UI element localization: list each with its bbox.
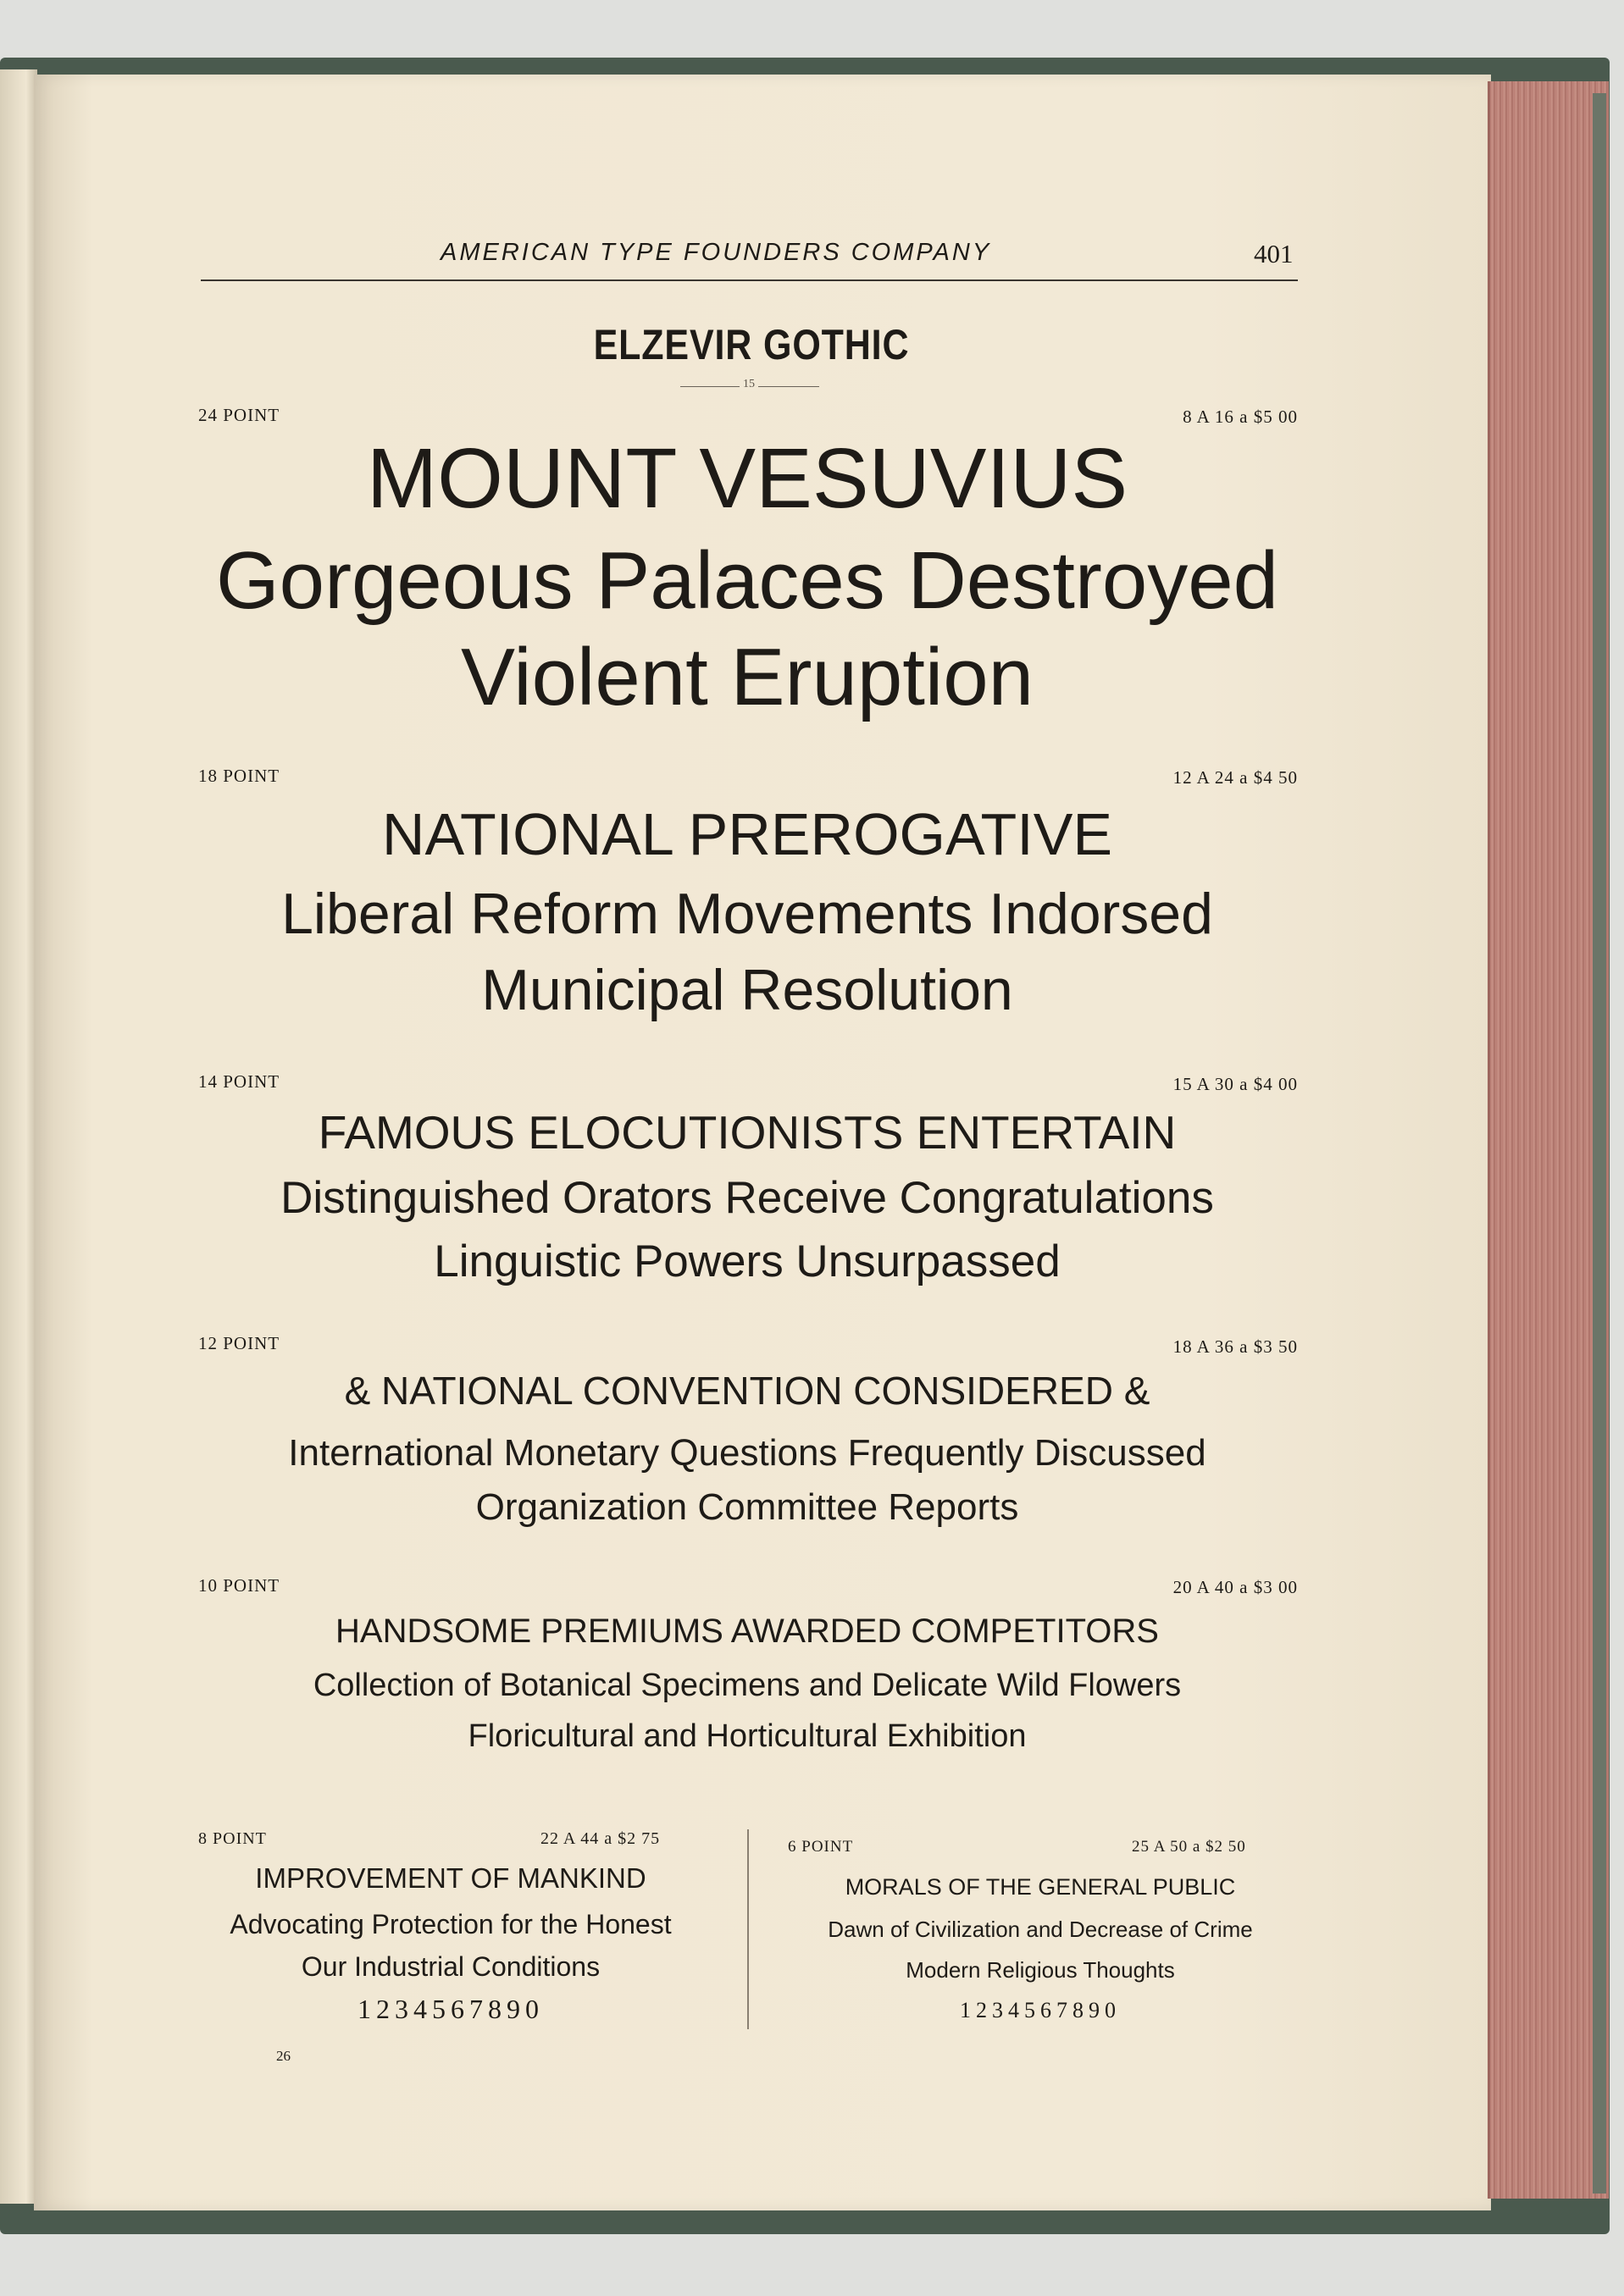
specimen-18-line-2: Liberal Reform Movements Indorsed	[281, 882, 1213, 946]
price-label-10: 20 A 40 a $3 00	[1172, 1577, 1298, 1597]
price-label-6: 25 A 50 a $2 50	[1132, 1838, 1246, 1856]
size-label-8: 8 POINT	[198, 1829, 267, 1848]
specimen-10-line-2: Collection of Botanical Specimens and Delicate Wild Flowers	[313, 1668, 1182, 1703]
specimen-18-line-3: Municipal Resolution	[481, 958, 1013, 1022]
specimen-14-line-2: Distinguished Orators Receive Congratulations	[280, 1173, 1214, 1223]
specimen-6-line-1: MORALS OF THE GENERAL PUBLIC	[845, 1874, 1236, 1900]
specimen-12-line-1: & NATIONAL CONVENTION CONSIDERED &	[344, 1369, 1150, 1413]
specimen-6-line-3: Modern Religious Thoughts	[906, 1957, 1175, 1983]
price-label-8: 22 A 44 a $2 75	[540, 1829, 661, 1848]
specimen-8-line-2: Advocating Protection for the Honest	[230, 1909, 672, 1939]
size-label-10: 10 POINT	[198, 1575, 280, 1596]
header-rule	[201, 279, 1298, 281]
specimen-12-line-3: Organization Committee Reports	[475, 1486, 1019, 1528]
size-label-18: 18 POINT	[198, 766, 280, 786]
specimen-24-line-1: MOUNT VESUVIUS	[366, 431, 1128, 526]
specimen-6-line-2: Dawn of Civilization and Decrease of Crime	[828, 1917, 1253, 1942]
size-label-6: 6 POINT	[788, 1838, 854, 1856]
title-ornament-number: 15	[740, 378, 758, 391]
page-number: 401	[1254, 239, 1294, 268]
specimen-10-line-1: HANDSOME PREMIUMS AWARDED COMPETITORS	[335, 1613, 1159, 1650]
specimen-8-line-3: Our Industrial Conditions	[301, 1951, 601, 1982]
column-divider	[747, 1829, 749, 2029]
specimen-8-line-1: IMPROVEMENT OF MANKIND	[255, 1862, 646, 1894]
specimen-24-line-3: Violent Eruption	[460, 632, 1034, 722]
price-label-12: 18 A 36 a $3 50	[1172, 1336, 1298, 1357]
price-label-24: 8 A 16 a $5 00	[1183, 407, 1298, 427]
size-label-14: 14 POINT	[198, 1071, 280, 1092]
price-label-18: 12 A 24 a $4 50	[1172, 767, 1298, 788]
specimen-14-line-1: FAMOUS ELOCUTIONISTS ENTERTAIN	[318, 1106, 1177, 1159]
typeface-title: ELZEVIR GOTHIC	[593, 321, 910, 368]
size-label-24: 24 POINT	[198, 405, 280, 425]
running-title: AMERICAN TYPE FOUNDERS COMPANY	[441, 239, 992, 266]
specimen-24-line-2: Gorgeous Palaces Destroyed	[216, 535, 1278, 626]
size-label-12: 12 POINT	[198, 1333, 280, 1353]
specimen-12-line-2: International Monetary Questions Frequently Discussed	[288, 1432, 1206, 1474]
specimen-18-line-1: NATIONAL PREROGATIVE	[381, 801, 1113, 867]
specimen-14-line-3: Linguistic Powers Unsurpassed	[434, 1237, 1061, 1286]
specimen-8-figures: 1234567890	[358, 1994, 544, 2024]
price-label-14: 15 A 30 a $4 00	[1172, 1074, 1298, 1094]
signature-mark: 26	[276, 2048, 291, 2064]
specimen-6-figures: 1234567890	[960, 1998, 1121, 2022]
specimen-10-line-3: Floricultural and Horticultural Exhibition	[468, 1718, 1027, 1754]
